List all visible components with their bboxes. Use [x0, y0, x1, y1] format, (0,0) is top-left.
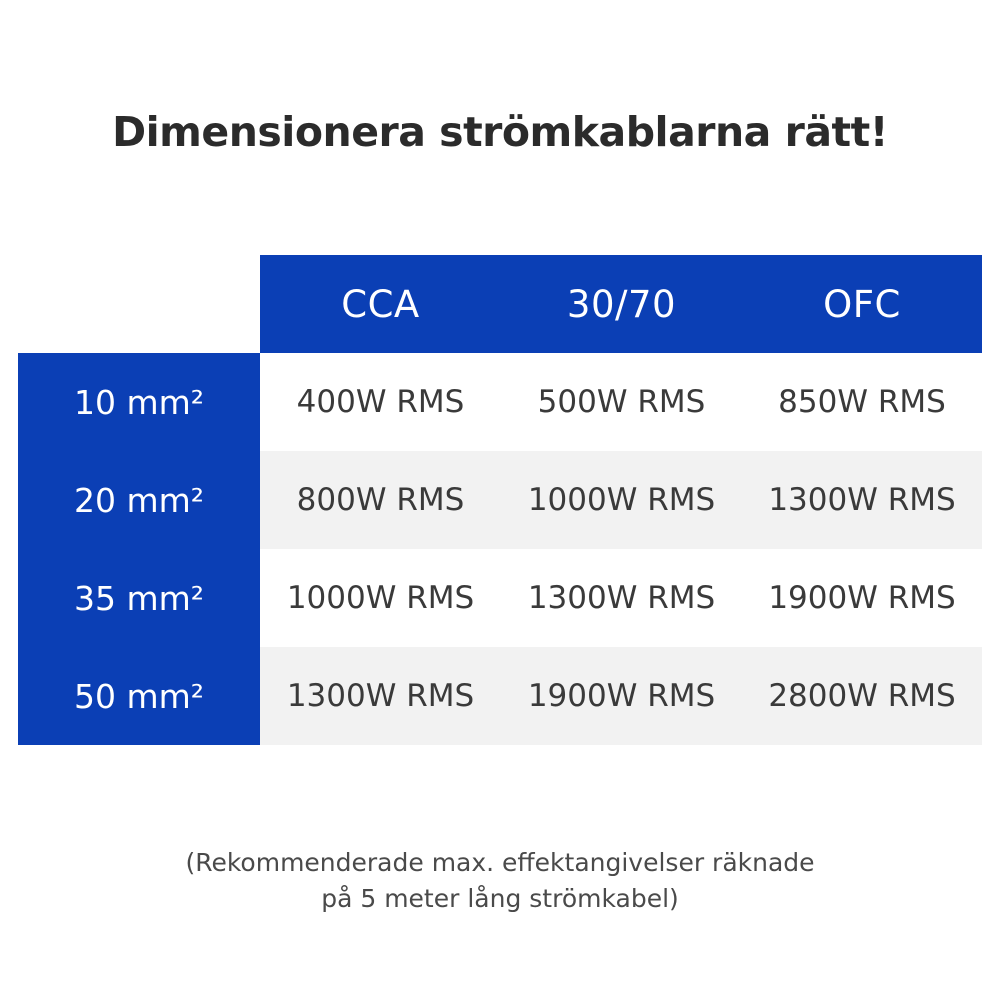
footnote-line-1: (Rekommenderade max. effektangivelser räknade	[185, 848, 815, 877]
footnote	[0, 845, 1000, 918]
cell-35mm-cca: 1000W RMS	[260, 549, 501, 647]
table-header	[18, 255, 982, 353]
cell-20mm-3070: 1000W RMS	[501, 451, 742, 549]
row-header-35mm: 35 mm²	[18, 549, 260, 647]
power-rating-table	[18, 255, 982, 745]
table-body	[18, 353, 982, 745]
table-row	[18, 353, 982, 451]
cell-10mm-3070: 500W RMS	[501, 353, 742, 451]
page-title: Dimensionera strömkablarna rätt!	[112, 108, 888, 156]
cell-50mm-ofc: 2800W RMS	[742, 647, 982, 745]
table	[18, 255, 982, 745]
column-header-ofc: OFC	[742, 255, 982, 353]
cell-20mm-cca: 800W RMS	[260, 451, 501, 549]
table-row	[18, 549, 982, 647]
cell-50mm-cca: 1300W RMS	[260, 647, 501, 745]
row-header-20mm: 20 mm²	[18, 451, 260, 549]
table-header-row	[18, 255, 982, 353]
cell-35mm-ofc: 1900W RMS	[742, 549, 982, 647]
table-row	[18, 647, 982, 745]
table-row	[18, 451, 982, 549]
cell-35mm-3070: 1300W RMS	[501, 549, 742, 647]
row-header-50mm: 50 mm²	[18, 647, 260, 745]
cell-10mm-ofc: 850W RMS	[742, 353, 982, 451]
column-header-cca: CCA	[260, 255, 501, 353]
table-corner-cell	[18, 255, 260, 353]
cell-50mm-3070: 1900W RMS	[501, 647, 742, 745]
footnote-line-2: på 5 meter lång strömkabel)	[321, 884, 679, 914]
cell-10mm-cca: 400W RMS	[260, 353, 501, 451]
column-header-3070: 30/70	[501, 255, 742, 353]
row-header-10mm: 10 mm²	[18, 353, 260, 451]
cell-20mm-ofc: 1300W RMS	[742, 451, 982, 549]
